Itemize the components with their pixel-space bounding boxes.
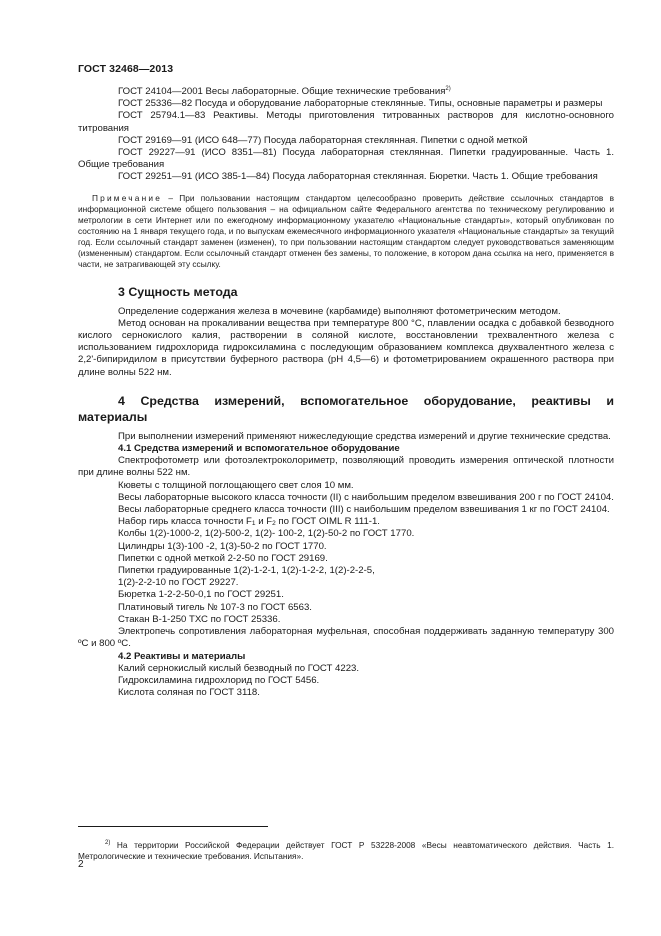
reagent-item: Гидроксиламина гидрохлорид по ГОСТ 5456. (118, 674, 320, 686)
section-3-heading: 3 Сущность метода (118, 284, 238, 299)
equipment-item: Бюретка 1-2-2-50-0,1 по ГОСТ 29251. (118, 589, 284, 601)
subsection-4-2-heading: 4.2 Реактивы и материалы (118, 650, 246, 662)
equipment-item: Кюветы с толщиной поглощающего свет слоя 10 мм. (118, 479, 354, 491)
equipment-item: Цилиндры 1(3)-100 -2, 1(3)-50-2 по ГОСТ 1770. (118, 540, 327, 552)
reference-item: ГОСТ 25794.1—83 Реактивы. Методы приготовления титрованных растворов для кислотно-основного титрования (78, 110, 614, 134)
paragraph: Определение содержания железа в мочевине (карбамиде) выполняют фотометрическим методом. (118, 305, 561, 317)
reagent-item: Калий сернокислый кислый безводный по ГОСТ 4223. (118, 662, 360, 674)
reference-item: ГОСТ 29227—91 (ИСО 8351—81) Посуда лабораторная стеклянная. Пипетки градуированные. Часть 1. Общие требования (78, 147, 614, 171)
reference-item: ГОСТ 24104—2001 Весы лабораторные. Общие технические требования$^{2)}$ (118, 86, 451, 97)
reagent-item: Кислота соляная по ГОСТ 3118. (118, 687, 260, 699)
section-4-heading: 4 Средства измерений, вспомогательное оборудование, реактивы и материалы (78, 393, 614, 424)
equipment-item: Колбы 1(2)-1000-2, 1(2)-500-2, 1(2)- 100-2, 1(2)-50-2 по ГОСТ 1770. (118, 528, 415, 540)
equipment-item: Весы лабораторные среднего класса точности (III) с наибольшим пределом взвешивания 1 кг по ГОСТ 24104. (118, 504, 610, 516)
equipment-item: Электропечь сопротивления лабораторная муфельная, способная поддерживать заданную температуру 300 ºС и 800 ºС. (78, 626, 614, 650)
reference-item: ГОСТ 29169—91 (ИСО 648—77) Посуда лабораторная стеклянная. Пипетки с одной меткой (118, 134, 528, 146)
reference-item: ГОСТ 25336—82 Посуда и оборудование лабораторные стеклянные. Типы, основные параметры и размеры (118, 98, 603, 110)
paragraph: Метод основан на прокаливании вещества при температуре 800 °C, плавлении осадка с добавкой безводного кислого сернокислого калия, растворении в соляной кислоте, восстановлении трехвалентного железа с использованием гидрохлорида гидроксиламина с последующим образованием комплекса двухвалентного железа с 2,2'-бипиридилом в присутствии буферного раствора (pH 4,5—6) и фотометрированием окрашенного раствора при длине волны 522 нм. (78, 317, 614, 378)
footnote-mark: 2) (105, 840, 111, 847)
paragraph: При выполнении измерений применяют нижеследующие средства измерений и другие технические средства. (118, 430, 611, 442)
equipment-item: Пипетки градуированные 1(2)-1-2-1, 1(2)-1-2-2, 1(2)-2-2-5, (118, 565, 375, 577)
equipment-item: Стакан В-1-250 ТХС по ГОСТ 25336. (118, 613, 281, 625)
footnote-marker[interactable]: 2) (445, 86, 451, 92)
equipment-item: Платиновый тигель № 107-3 по ГОСТ 6563. (118, 601, 312, 613)
equipment-item: Спектрофотометр или фотоэлектроколориметр, позволяющий проводить измерения оптической плотности при длине волны 522 нм. (78, 455, 614, 479)
equipment-item: Набор гирь класса точности $F_1$ и $F_2$ по ГОСТ OIML R 111-1. (118, 516, 380, 528)
reference-item: ГОСТ 29251—91 (ИСО 385-1—84) Посуда лабораторная стеклянная. Бюретки. Часть 1. Общие требования (118, 171, 598, 183)
subsection-4-1-heading: 4.1 Средства измерений и вспомогательное оборудование (118, 443, 400, 455)
note-paragraph: Примечание – При пользовании настоящим стандартом целесообразно проверить действие ссылочных стандартов в информационной системе общего пользования – на официальном сайте Федерального агентства по техническому регулированию и метрологии в сети Интернет или по ежегодному информационному указателю «Национальные стандарты», который опубликован по состоянию на 1 января текущего года, и по выпускам ежемесячного информационного указателя «Национальные стандарты» за текущий год. Если ссылочный стандарт заменен (изменен), то при пользовании настоящим стандартом следует руководствоваться заменяющим (измененным) стандартом. Если ссылочный стандарт отменен без замены, то положение, в котором дана ссылка на него, применяется в части, не затрагивающей эту ссылку. (78, 192, 614, 269)
equipment-item-continuation: 1(2)-2-2-10 по ГОСТ 29227. (118, 577, 239, 589)
page-number: 2 (78, 859, 84, 870)
note-label: Примечание (92, 192, 163, 203)
footnote-divider (78, 826, 268, 827)
equipment-item: Весы лабораторные высокого класса точности (II) с наибольшим пределом взвешивания 200 г по ГОСТ 24104. (118, 491, 614, 503)
page-header: ГОСТ 32468—2013 (78, 63, 174, 75)
equipment-item: Пипетки с одной меткой 2-2-50 по ГОСТ 29169. (118, 552, 328, 564)
page-content (78, 86, 614, 699)
footnote: $^{2)}$ На территории Российской Федерации действует ГОСТ Р 53228-2008 «Весы неавтоматического действия. Часть 1. Метрологические и технические требования. Испытания». (78, 840, 614, 862)
